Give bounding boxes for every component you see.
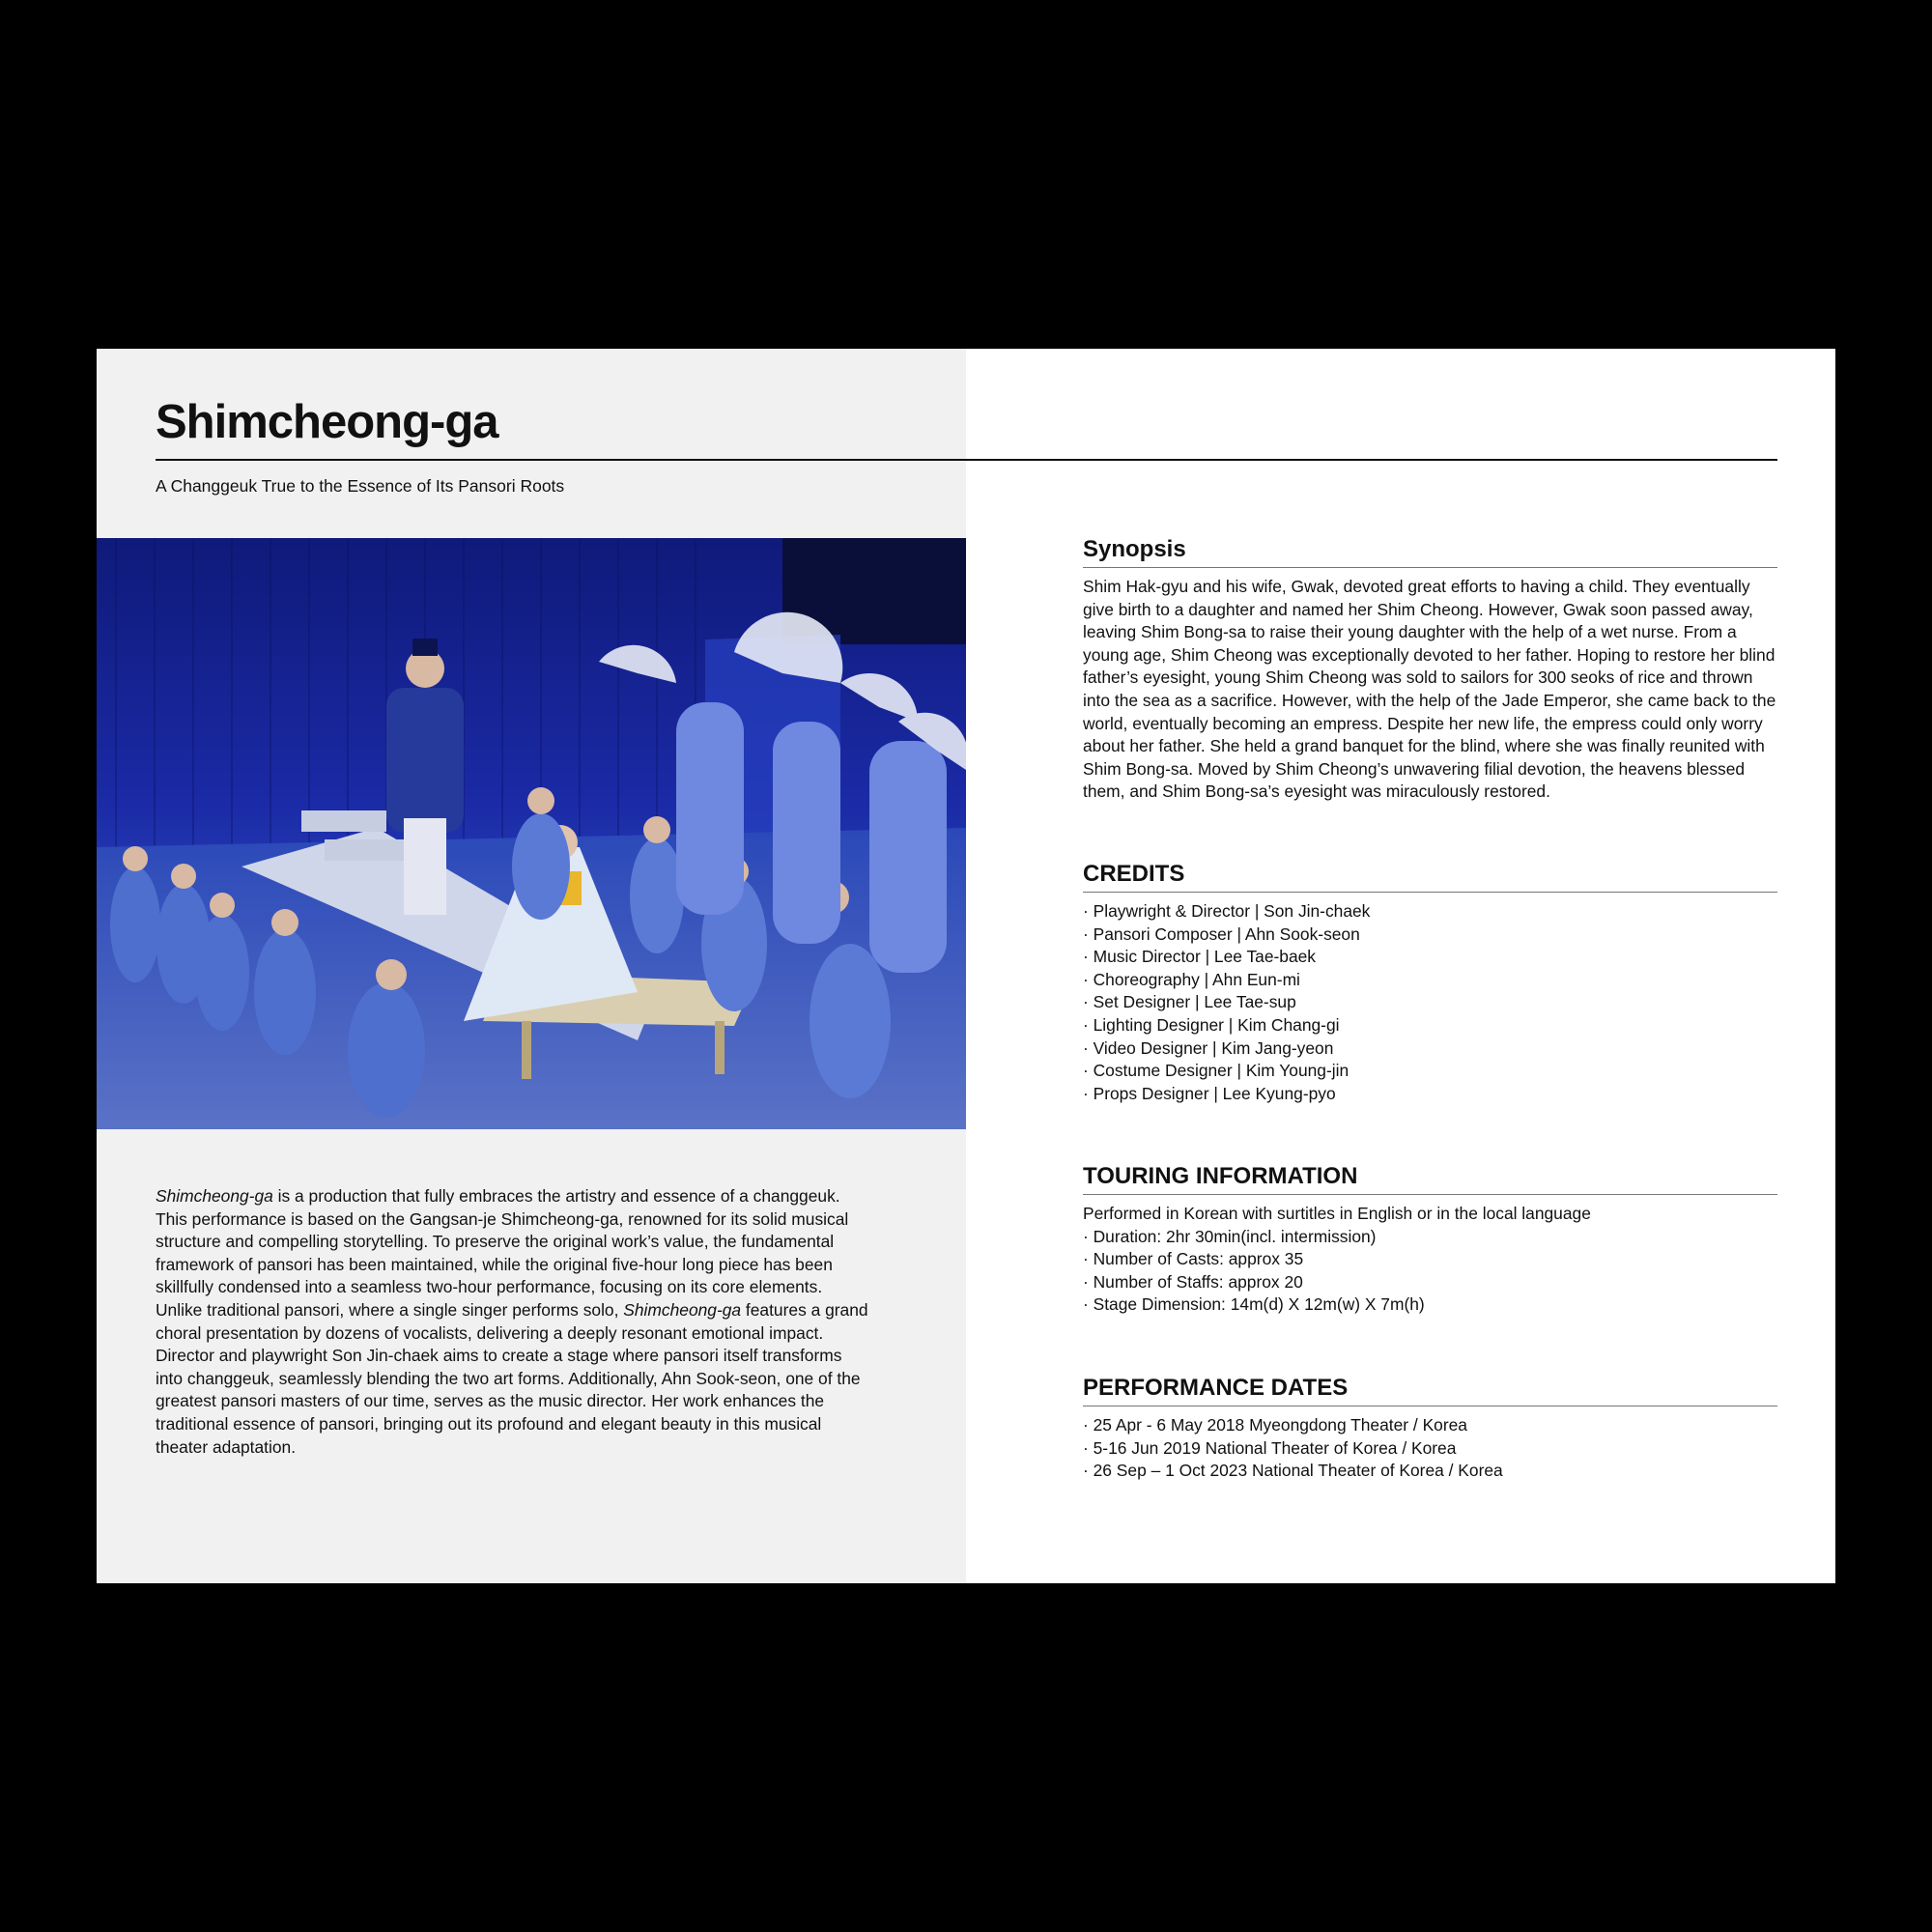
touring-list: [1083, 1226, 1777, 1317]
description-italic-title: Shimcheong-ga: [156, 1186, 273, 1206]
credit-item: · Playwright & Director | Son Jin-chaek: [1083, 900, 1777, 923]
stage-photo: [97, 538, 966, 1129]
credits-heading: CREDITS: [1083, 861, 1777, 893]
page-subtitle: A Changgeuk True to the Essence of Its Pansori Roots: [156, 476, 565, 496]
credit-item: · Costume Designer | Kim Young-jin: [1083, 1060, 1777, 1083]
credits-list: [1083, 900, 1777, 1105]
credit-item: · Pansori Composer | Ahn Sook-seon: [1083, 923, 1777, 947]
touring-intro: Performed in Korean with surtitles in English or in the local language: [1083, 1204, 1591, 1223]
credit-item: · Music Director | Lee Tae-baek: [1083, 946, 1777, 969]
stage-photo-illustration: [97, 538, 966, 1129]
right-page: [966, 349, 1835, 1583]
credit-item: · Set Designer | Lee Tae-sup: [1083, 991, 1777, 1014]
touring-section: [1083, 1163, 1777, 1317]
performance-item: · 25 Apr - 6 May 2018 Myeongdong Theater / Korea: [1083, 1414, 1777, 1437]
description-italic-title-2: Shimcheong-ga: [623, 1299, 742, 1320]
left-page: [97, 349, 966, 1583]
performance-section: [1083, 1375, 1777, 1483]
production-description: [156, 1185, 870, 1459]
performance-item: · 26 Sep – 1 Oct 2023 National Theater of Korea / Korea: [1083, 1460, 1777, 1483]
performance-heading: PERFORMANCE DATES: [1083, 1375, 1777, 1406]
synopsis-text: Shim Hak-gyu and his wife, Gwak, devoted great efforts to having a child. They eventually give birth to a daughter and named her Shim Cheong. However, Gwak soon passed away, leaving Shim Bong-sa to raise their young daughter with the help of a wet nurse. From a young age, Shim Cheong was exceptionally devoted to her father. Hoping to restore her blind father’s eyesight, young Shim Cheong was sold to sailors for 300 seoks of rice and thrown into the sea as a sacrifice. However, with the help of the Jade Emperor, she came back to the world, eventually becoming an empress. Despite her new life, the empress could only worry about her father. She held a grand banquet for the blind, where she was finally reunited with Shim Bong-sa. Moved by Shim Cheong’s unwavering filial devotion, the heavens blessed them, and Shim Bong-sa’s eyesight was miraculously restored.: [1083, 577, 1776, 802]
touring-item: · Number of Casts: approx 35: [1083, 1248, 1777, 1271]
touring-item: · Number of Staffs: approx 20: [1083, 1271, 1777, 1294]
performance-item: · 5-16 Jun 2019 National Theater of Korea / Korea: [1083, 1437, 1777, 1461]
description-text-1: is a production that fully embraces the artistry and essence of a changgeuk. This performance is based on the Gangsan-je Shimcheong-ga, renowned for its solid musical structure and compelling storytelling. To preserve the original work’s value, the fundamental framework of pansori has been maintained, while the original five-hour long piece has been skillfully condensed into a seamless two-hour performance, focusing on its core elements. Unlike traditional pansori, where a single singer performs solo,: [156, 1186, 849, 1320]
credit-item: · Lighting Designer | Kim Chang-gi: [1083, 1014, 1777, 1037]
credit-item: · Choreography | Ahn Eun-mi: [1083, 969, 1777, 992]
synopsis-section: [1083, 536, 1777, 804]
credits-section: [1083, 861, 1777, 1105]
touring-item: · Stage Dimension: 14m(d) X 12m(w) X 7m(h): [1083, 1293, 1777, 1317]
touring-heading: TOURING INFORMATION: [1083, 1163, 1777, 1195]
description-text-2: features a grand choral presentation by dozens of vocalists, delivering a deeply resonant emotional impact. Director and playwright Son Jin-chaek aims to create a stage where pansori itself transforms into changgeuk, seamlessly blending the two art forms. Additionally, Ahn Sook-seon, one of the greatest pansori masters of our time, serves as the music director. Her work enhances the traditional essence of pansori, bringing out its profound and elegant beauty in this musical theater adaptation.: [156, 1299, 868, 1457]
performance-list: [1083, 1414, 1777, 1483]
touring-item: · Duration: 2hr 30min(incl. intermission): [1083, 1226, 1777, 1249]
brochure-spread: [97, 349, 1835, 1583]
credit-item: · Video Designer | Kim Jang-yeon: [1083, 1037, 1777, 1061]
credit-item: · Props Designer | Lee Kyung-pyo: [1083, 1083, 1777, 1106]
synopsis-heading: Synopsis: [1083, 536, 1777, 568]
page-title: Shimcheong-ga: [156, 396, 498, 448]
